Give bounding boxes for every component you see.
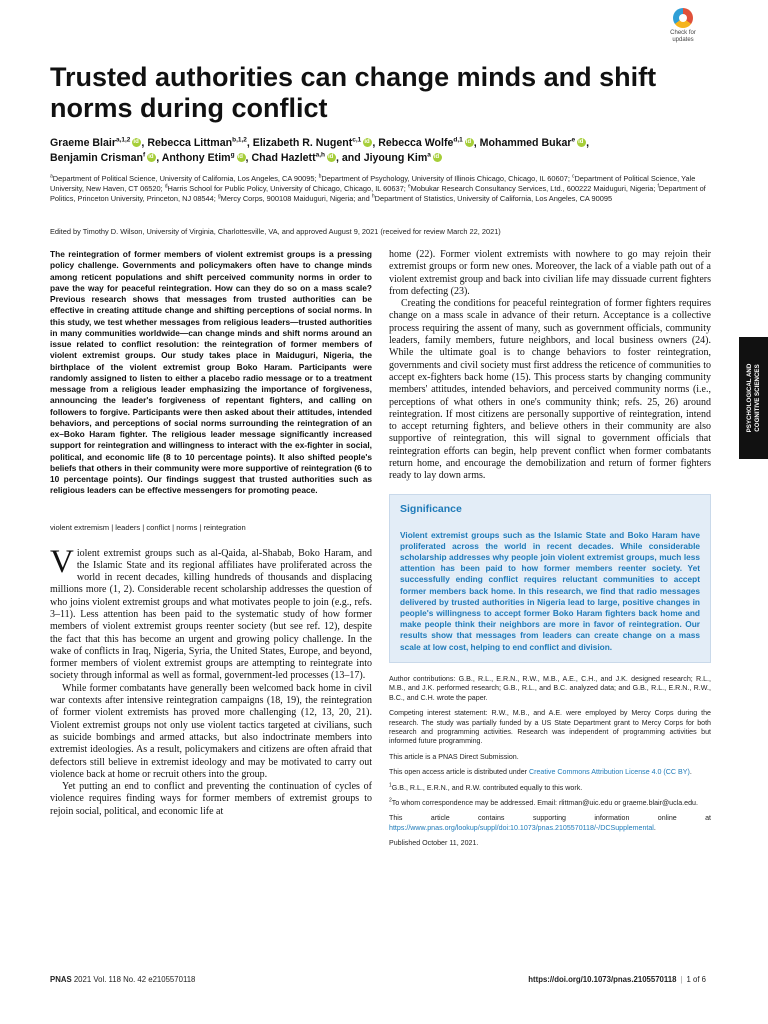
affiliation-marker: c [571,173,575,180]
author[interactable] [251,152,336,164]
edited-by-line: Edited by Timothy D. Wilson, University of Virginia, Charlottesville, VA, and approved August 9, 2021 (received for review March 22, 2021) [50,227,501,236]
author-affiliation-marker: f [143,151,146,159]
affiliation-marker: a [50,173,53,180]
orcid-icon[interactable] [577,138,586,147]
significance-heading: Significance [400,502,462,515]
direct-submission: This article is a PNAS Direct Submission. [389,752,519,761]
supporting-info-note [389,814,711,833]
drop-cap: V [50,543,74,580]
introduction-paragraph-3: Yet putting an end to conflict and preventing the continuation of cycles of violence requires finding ways for former members of extremist groups to rejoin social, political, and economic life at [50,781,372,817]
author[interactable] [480,137,586,149]
author[interactable] [364,152,442,164]
significance-text: Violent extremist groups such as the Islamic State and Boko Haram have proliferated across the world in recent decades. While considerable scholarship addresses why people join violent extremist groups, much less attention has been paid to how former members reenter society. Yet successfully ending conflict requires reluctant communities to accept former members back home. In this research, we find that radio messages delivered by trusted authorities in Nigeria lead to large, positive changes in people's willingness to accept former Boko Haram fighters back home and make people think their neighbors are more in favor of reintegration. Our results show that messages from leaders can create change on a mass scale at low cost, helping to end conflict and division. [400,529,700,652]
check-for-updates-label: Check for updates [670,30,696,43]
author-name: Elizabeth R. Nugent [252,137,353,149]
open-access-prefix: This open access article is distributed under [389,768,529,777]
author[interactable] [378,137,474,149]
author[interactable] [50,152,156,164]
author-name: Graeme Blair [50,137,116,149]
article-title: Trusted authorities can change minds and shift norms during conflict [50,62,657,123]
affiliation-text: Department of Politics, Princeton University, Princeton, NJ 08544; [50,184,706,204]
abstract: The reintegration of former members of violent extremist groups is a pressing policy challenge. Governments and policymakers often have to change minds among reticent populations and shift perceived community norms in order to pave the way for peaceful reintegration. How can they do so on a mass scale? Previous research shows that messages from trusted authorities can be effective in creating attitude change and shifting perceptions of social norms. In this study, we test whether messages from religious leaders—trusted authorities in many communities worldwide—can change minds and shift norms around an issue related to conflict resolution: the reintegration of former members of violent extremist groups. Our study takes place in Maiduguri, Nigeria, the birthplace of the violent extremist group Boko Haram. Participants were randomly assigned to listen to either a placebo radio message or to a treatment message from a religious leader emphasizing the importance of forgiveness, announcing the leader's forgiveness of repentant fighters, and calling on followers to forgive. Participants were then asked about their attitudes, intended behaviors, and perceptions of social norms surrounding the reintegration of an ex–Boko Haram fighter. The religious leader message significantly increased support for reintegration and willingness to interact with the ex-fighter in social, political, and economic life (8 to 10 percentage points). It also shifted people's beliefs that others in their community were more supportive of reintegration (6 to 10 percentage points). Our findings suggest that trusted authorities such as religious leaders can be effective messengers for promoting peace. [50,249,372,496]
author[interactable] [253,137,373,149]
significance-box [389,494,711,663]
check-for-updates-badge[interactable] [660,8,706,52]
author-contributions: Author contributions: G.B., R.L., E.R.N., R.W., M.B., A.E., C.H., and J.K. designed research; R.L., M.B., and J.K. performed research; G.B., R.L., and B.C. analyzed data; and G.B., R.L., E.R.N., R.W., B.C., and C.H. wrote the paper. [389,674,711,702]
footer-page-number: 1 of 6 [686,975,706,984]
author-affiliation-marker: d,1 [453,136,463,144]
affiliation-marker: e [407,183,411,190]
affiliation-marker: h [371,193,375,200]
footnote-2 [389,799,711,808]
intro-text-1: iolent extremist groups such as al-Qaida, al-Shabab, Boko Haram, and the Islamic State and its regional affiliates have proliferated across the world in recent decades, killing hundreds of thousands and displacing millions more (1, 2). Considerable recent scholarship addresses the question of who joins violent extremist groups and what motivates people to join (e.g., refs. 3–11). Less attention has been paid to the systematic study of how former members of violent extremist groups reenter society (but see ref. 12), despite the fact that this has become an urgent and growing policy challenge. In the wake of conflicts in Iraq, Nigeria, Syria, the United States, Europe, and beyond, former members of violent extremist groups are attempting to reintegrate into society through informal as well as formal, government-led processes (13–17). [50,547,372,682]
side-tab-line-1: PSYCHOLOGICAL AND [745,363,753,433]
footer-doi-link[interactable]: https://doi.org/10.1073/pnas.2105570118 [528,975,677,984]
author-affiliation-marker: a,h [315,151,326,159]
published-date: Published October 11, 2021. [389,839,479,848]
author-affiliation-marker: a [427,151,431,159]
section-side-tab-label [746,364,762,433]
affiliation-marker: f [657,183,659,190]
orcid-icon[interactable] [433,153,442,162]
footer-citation [50,975,195,984]
supporting-suffix: . [653,823,656,832]
body-paragraph-reintegration: Creating the conditions for peaceful reintegration of former fighters requires change on a mass scale in advance of their return. Acceptance is a collective process requiring the assent of many, such as government officials, community leaders, family members, future neighbors, and local business owners (24). While the ultimate goal is to change behaviors to foster reintegration, governments and civil society must first address the reticence of communities to accept ex-fighters back home (15). This process starts by changing community members' attitudes, intended behaviors, and perceived community norms (i.e., perceptions of what others in one's community think; refs. 25, 26) around reintegration. If most citizens are personally supportive of reintegration, intend to accept returning fighters, and believe others in their community are also supportive of reintegration, this will signal to government officials that reintegration efforts can begin, help prevent conflict when former combatants return home, and encourage the demobilization and return of former fighters ready to lay down arms. [389,298,711,482]
competing-interest: Competing interest statement: R.W., M.B., and A.E. were employed by Mercy Corps during the research. The study was partially funded by a US State Department grant to Mercy Corps for both research and programming activities. Research was independent of programming activities but informed future programming. [389,709,711,746]
left-column [50,249,372,818]
author-name: Mohammed Bukar [479,137,572,149]
author-affiliation-marker: a,1,2 [115,136,131,144]
orcid-icon[interactable] [132,138,141,147]
affiliation-text: Department of Statistics, University of California, Los Angeles, CA 90095 [374,194,613,204]
orcid-icon[interactable] [147,153,156,162]
introduction-paragraph-2: While former combatants have generally been welcomed back home in civil war contexts after intensive reintegration campaigns (18, 19), the reintegration of former violent extremists has proved more challenging (12, 13, 20, 21). Violent extremist groups not only use violent tactics targeted at civilians, such as suicide bombings and armed attacks, but also indoctrinate members into extremist ideologies. As a result, policymakers and citizens are often afraid that defectors still believe in extremist ideology and may be motivated to carry out violence back at home or recruit others into the group. [50,682,372,780]
footnote-1-text: G.B., R.L., E.R.N., and R.W. contributed equally to this work. [391,783,583,792]
author-affiliation-marker: c,1 [352,136,362,144]
orcid-icon[interactable] [363,138,372,147]
author-name: Rebecca Wolfe [378,137,454,149]
footer-journal: PNAS [50,975,72,984]
author-name: Anthony Etim [161,152,231,164]
affiliation-text: Mobukar Research Consultancy Services, Ltd., 600222 Maiduguri, Nigeria; [410,184,658,194]
supporting-info-link[interactable]: https://www.pnas.org/lookup/suppl/doi:10.1073/pnas.2105570118/-/DCSupplemental [389,823,654,832]
author[interactable] [162,152,246,164]
orcid-icon[interactable] [237,153,246,162]
open-access-note [389,768,711,777]
author-name: Chad Hazlett [251,152,316,164]
introduction-paragraph-1 [50,543,372,683]
section-side-tab [739,337,768,459]
footnote-1-marker: 1 [389,782,392,789]
footnote-2-text: To whom correspondence may be addressed. Email: rlittman@uic.edu or graeme.blair@ucla.edu. [391,798,698,807]
author-name: Rebecca Littman [147,137,233,149]
footnote-2-marker: 2 [389,797,392,804]
body-paragraph-continued: home (22). Former violent extremists with nowhere to go may rejoin their extremist groups or form new ones. Moreover, the lack of a viable path out of a violent extremist group and back into civilian life may dissuade current fighters from defecting (23). [389,249,711,297]
keywords: violent extremism | leaders | conflict | norms | reintegration [50,522,246,532]
supporting-prefix: This article contains supporting information online at [389,814,711,823]
footer-doi-page [528,975,706,984]
author-list: Graeme Blair$^{a,1,2}$id , Rebecca Littman$^{b,1,2}$, Elizabeth R. Nugent$^{c,1}$id , Rebecca Wolfe$^{d,1}$id , Mohammed Bukar$^e$id , Benjamin Crisman$^f$id , Anthony Etim$^g$id , Chad Hazlett$^{a,h}$id , and Jiyoung Kim$^a$id [50,136,710,166]
affiliations [50,174,720,205]
author-affiliation-marker: b,1,2 [232,136,247,144]
author-name: Jiyoung Kim [363,152,428,164]
author-affiliation-marker: e [571,136,576,144]
affiliation-marker: b [318,173,322,180]
crossmark-icon [673,8,693,28]
affiliation-text: Mercy Corps, 900108 Maiduguri, Nigeria; and [220,194,372,204]
affiliation-marker: d [164,183,168,190]
author-affiliation-marker: g [230,151,235,159]
affiliation-marker: g [217,193,221,200]
affiliation-text: Harris School for Public Policy, University of Chicago, Chicago, IL 60637; [167,184,408,194]
author-name: Benjamin Crisman [50,152,144,164]
author[interactable] [50,137,141,149]
footnote-1 [389,784,711,793]
side-tab-line-2: COGNITIVE SCIENCES [753,364,761,432]
right-column [389,249,711,849]
orcid-icon[interactable] [465,138,474,147]
open-access-suffix: . [689,768,692,777]
footer-volume: 2021 Vol. 118 No. 42 e2105570118 [71,975,196,984]
author[interactable] [147,137,247,149]
footer-separator: | [680,975,683,984]
license-link[interactable]: Creative Commons Attribution License 4.0 (CC BY) [528,768,690,777]
affiliation-text: Department of Psychology, University of Illinois Chicago, Chicago, IL 60607; [321,174,572,183]
affiliation-text: Department of Political Science, Yale University, New Haven, CT 06520; [50,174,696,194]
affiliation-text: Department of Political Science, University of California, Los Angeles, CA 90095; [52,174,319,183]
orcid-icon[interactable] [327,153,336,162]
